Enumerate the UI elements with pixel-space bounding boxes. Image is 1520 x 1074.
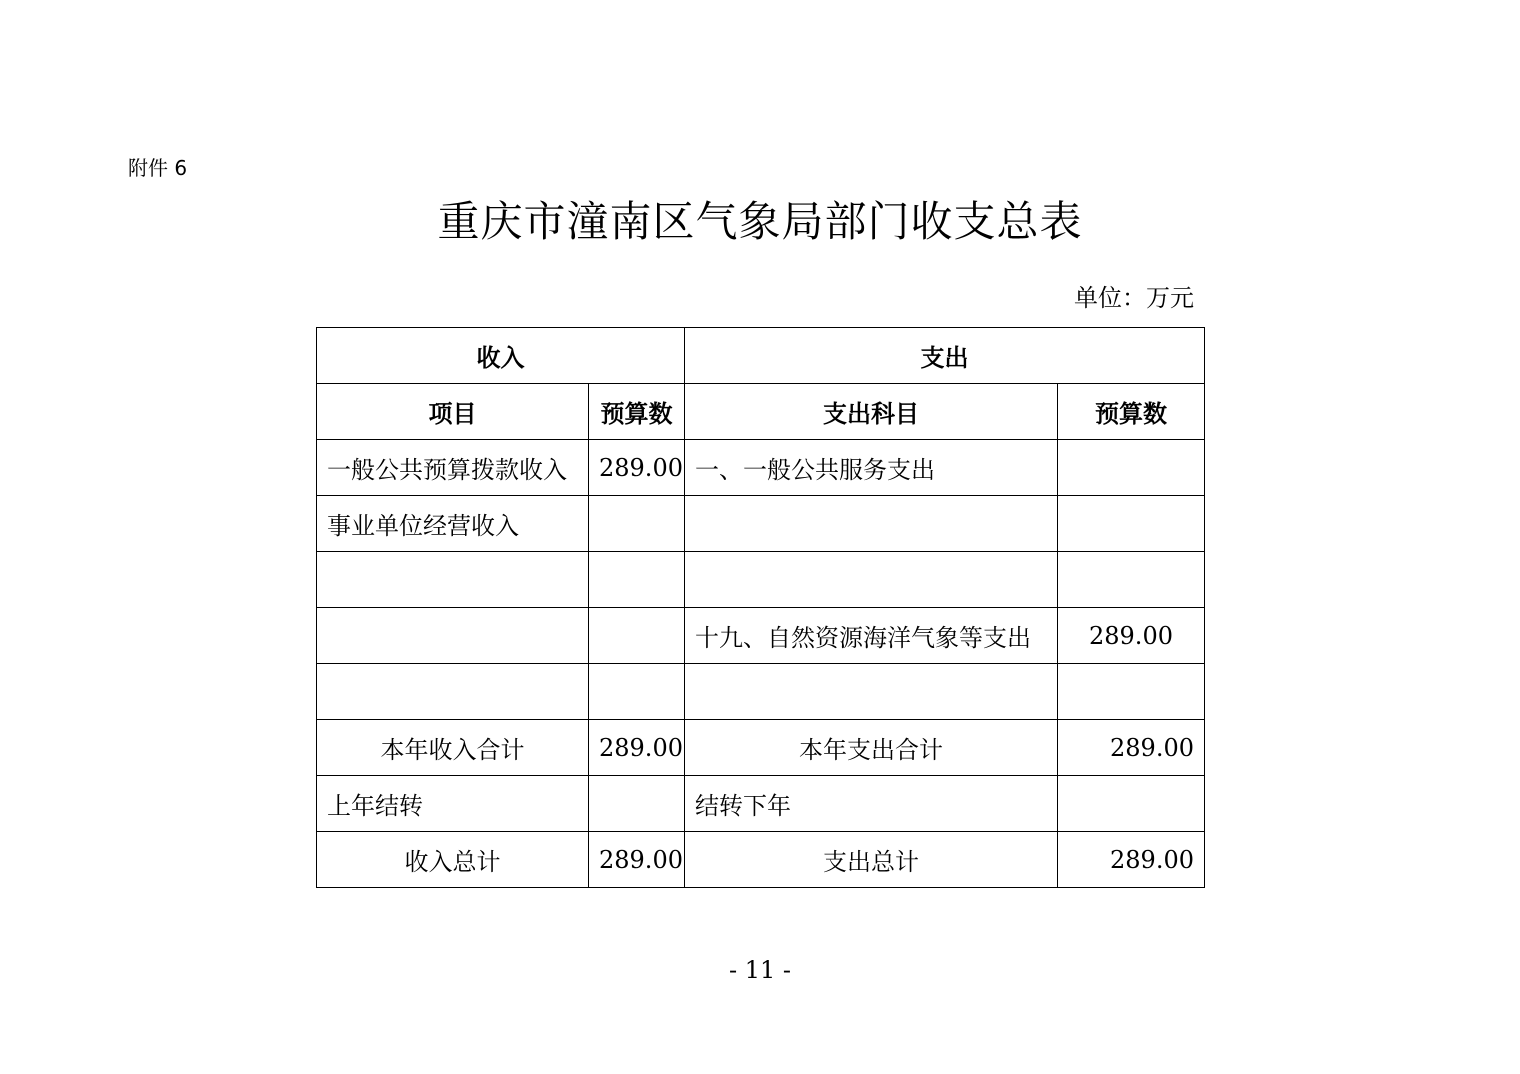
page-title: 重庆市潼南区气象局部门收支总表 [437,197,1083,246]
budget-summary-table [316,327,1205,888]
income-item-cell [317,552,589,608]
table-row-carryover [317,776,1205,832]
income-item-cell [317,664,589,720]
income-item-cell: 一般公共预算拨款收入 [317,440,589,496]
expense-budget-cell [1058,552,1205,608]
expense-total-label: 支出总计 [685,832,1058,888]
expense-carryover-label: 结转下年 [685,776,1058,832]
column-header-item: 项目 [317,384,589,440]
income-item-cell: 事业单位经营收入 [317,496,589,552]
expense-budget-cell: 289.00 [1058,608,1205,664]
income-budget-cell [589,608,685,664]
income-budget-cell [589,552,685,608]
income-group-header: 收入 [317,328,685,384]
expense-budget-cell [1058,664,1205,720]
page-number: - 11 - [728,956,791,984]
expense-group-header: 支出 [685,328,1205,384]
group-header-row [317,328,1205,384]
expense-subject-cell [685,496,1058,552]
column-header-income-budget: 预算数 [589,384,685,440]
income-subtotal-value: 289.00 [589,720,685,776]
expense-budget-cell [1058,496,1205,552]
table-row [317,496,1205,552]
expense-budget-cell [1058,440,1205,496]
column-header-expense-subject: 支出科目 [685,384,1058,440]
expense-subject-cell: 十九、自然资源海洋气象等支出 [685,608,1058,664]
column-header-row [317,384,1205,440]
income-subtotal-label: 本年收入合计 [317,720,589,776]
income-budget-cell [589,496,685,552]
income-budget-cell: 289.00 [589,440,685,496]
table-row [317,608,1205,664]
expense-carryover-value [1058,776,1205,832]
income-total-label: 收入总计 [317,832,589,888]
expense-subject-cell [685,552,1058,608]
expense-subtotal-label: 本年支出合计 [685,720,1058,776]
table-row [317,664,1205,720]
expense-subtotal-value: 289.00 [1058,720,1205,776]
income-carryover-label: 上年结转 [317,776,589,832]
income-total-value: 289.00 [589,832,685,888]
table-row [317,552,1205,608]
table-row-total [317,832,1205,888]
unit-label: 单位：万元 [1074,284,1194,312]
income-item-cell [317,608,589,664]
income-carryover-value [589,776,685,832]
table-row-subtotal [317,720,1205,776]
column-header-expense-budget: 预算数 [1058,384,1205,440]
income-budget-cell [589,664,685,720]
table-row [317,440,1205,496]
expense-subject-cell: 一、一般公共服务支出 [685,440,1058,496]
expense-subject-cell [685,664,1058,720]
expense-total-value: 289.00 [1058,832,1205,888]
attachment-label: 附件 6 [128,156,188,180]
